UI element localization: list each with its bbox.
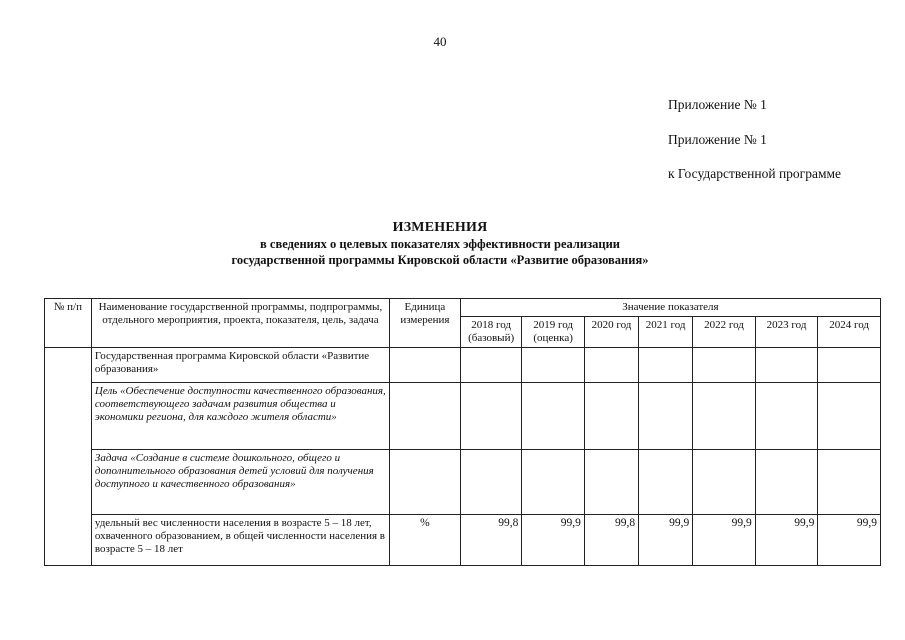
- value-cell: [584, 348, 638, 383]
- appendix-line-2: Приложение № 1: [668, 132, 767, 147]
- table-row: [45, 348, 881, 383]
- value-cell: 99,9: [818, 515, 881, 566]
- table-row: [45, 450, 881, 515]
- value-cell: [693, 450, 756, 515]
- header-year-2019: 2019 год (оценка): [522, 317, 585, 348]
- row-name: Государственная программа Кировской области «Развитие образования»: [91, 348, 389, 383]
- row-name: удельный вес численности населения в возрасте 5 – 18 лет, охваченного образованием, в общей численности населения в возрасте 5 – 18 лет: [91, 515, 389, 566]
- value-cell: 99,8: [584, 515, 638, 566]
- value-cell: [584, 383, 638, 450]
- header-num: № п/п: [45, 299, 92, 348]
- header-year-2018: 2018 год (базовый): [460, 317, 521, 348]
- value-cell: [755, 348, 818, 383]
- value-cell: [755, 383, 818, 450]
- appendix-line-3: к Государственной программе: [668, 166, 842, 181]
- row-unit: %: [389, 515, 460, 566]
- title-line-2: в сведениях о целевых показателях эффективности реализации: [260, 237, 620, 251]
- value-cell: 99,9: [693, 515, 756, 566]
- value-cell: [522, 450, 585, 515]
- header-year-2021: 2021 год: [639, 317, 693, 348]
- value-cell: [460, 383, 521, 450]
- document-title: [0, 220, 880, 268]
- value-cell: [522, 348, 585, 383]
- header-year-2020: 2020 год: [584, 317, 638, 348]
- header-name: Наименование государственной программы, подпрограммы, отдельного мероприятия, проекта, показателя, цель, задача: [91, 299, 389, 348]
- row-unit: [389, 383, 460, 450]
- value-cell: [522, 383, 585, 450]
- table-row: [45, 383, 881, 450]
- header-value-group: Значение показателя: [460, 299, 880, 317]
- value-cell: [818, 383, 881, 450]
- title-line-3: государственной программы Кировской области «Развитие образования»: [231, 253, 649, 267]
- value-cell: [639, 383, 693, 450]
- value-cell: 99,9: [755, 515, 818, 566]
- page-number: 40: [433, 34, 447, 49]
- row-unit: [389, 348, 460, 383]
- header-unit: Единица измерения: [389, 299, 460, 348]
- header-year-2022: 2022 год: [693, 317, 756, 348]
- value-cell: [639, 450, 693, 515]
- row-name: Цель «Обеспечение доступности качественного образования, соответствующего задачам развития общества и экономики региона, для каждого жителя области»: [91, 383, 389, 450]
- value-cell: 99,9: [639, 515, 693, 566]
- header-year-2023: 2023 год: [755, 317, 818, 348]
- value-cell: [584, 450, 638, 515]
- value-cell: [460, 348, 521, 383]
- row-num-cell: [45, 348, 92, 566]
- value-cell: [818, 450, 881, 515]
- value-cell: [639, 348, 693, 383]
- row-unit: [389, 450, 460, 515]
- indicators-table: [44, 298, 881, 566]
- header-year-2024: 2024 год: [818, 317, 881, 348]
- table-row: [45, 515, 881, 566]
- value-cell: [755, 450, 818, 515]
- value-cell: [693, 348, 756, 383]
- row-name: Задача «Создание в системе дошкольного, общего и дополнительного образования детей условий для получения доступного и качественного образования»: [91, 450, 389, 515]
- value-cell: [818, 348, 881, 383]
- title-line-1: ИЗМЕНЕНИЯ: [392, 220, 488, 235]
- value-cell: 99,9: [522, 515, 585, 566]
- value-cell: [693, 383, 756, 450]
- value-cell: [460, 450, 521, 515]
- value-cell: 99,8: [460, 515, 521, 566]
- appendix-line-1: Приложение № 1: [668, 97, 767, 112]
